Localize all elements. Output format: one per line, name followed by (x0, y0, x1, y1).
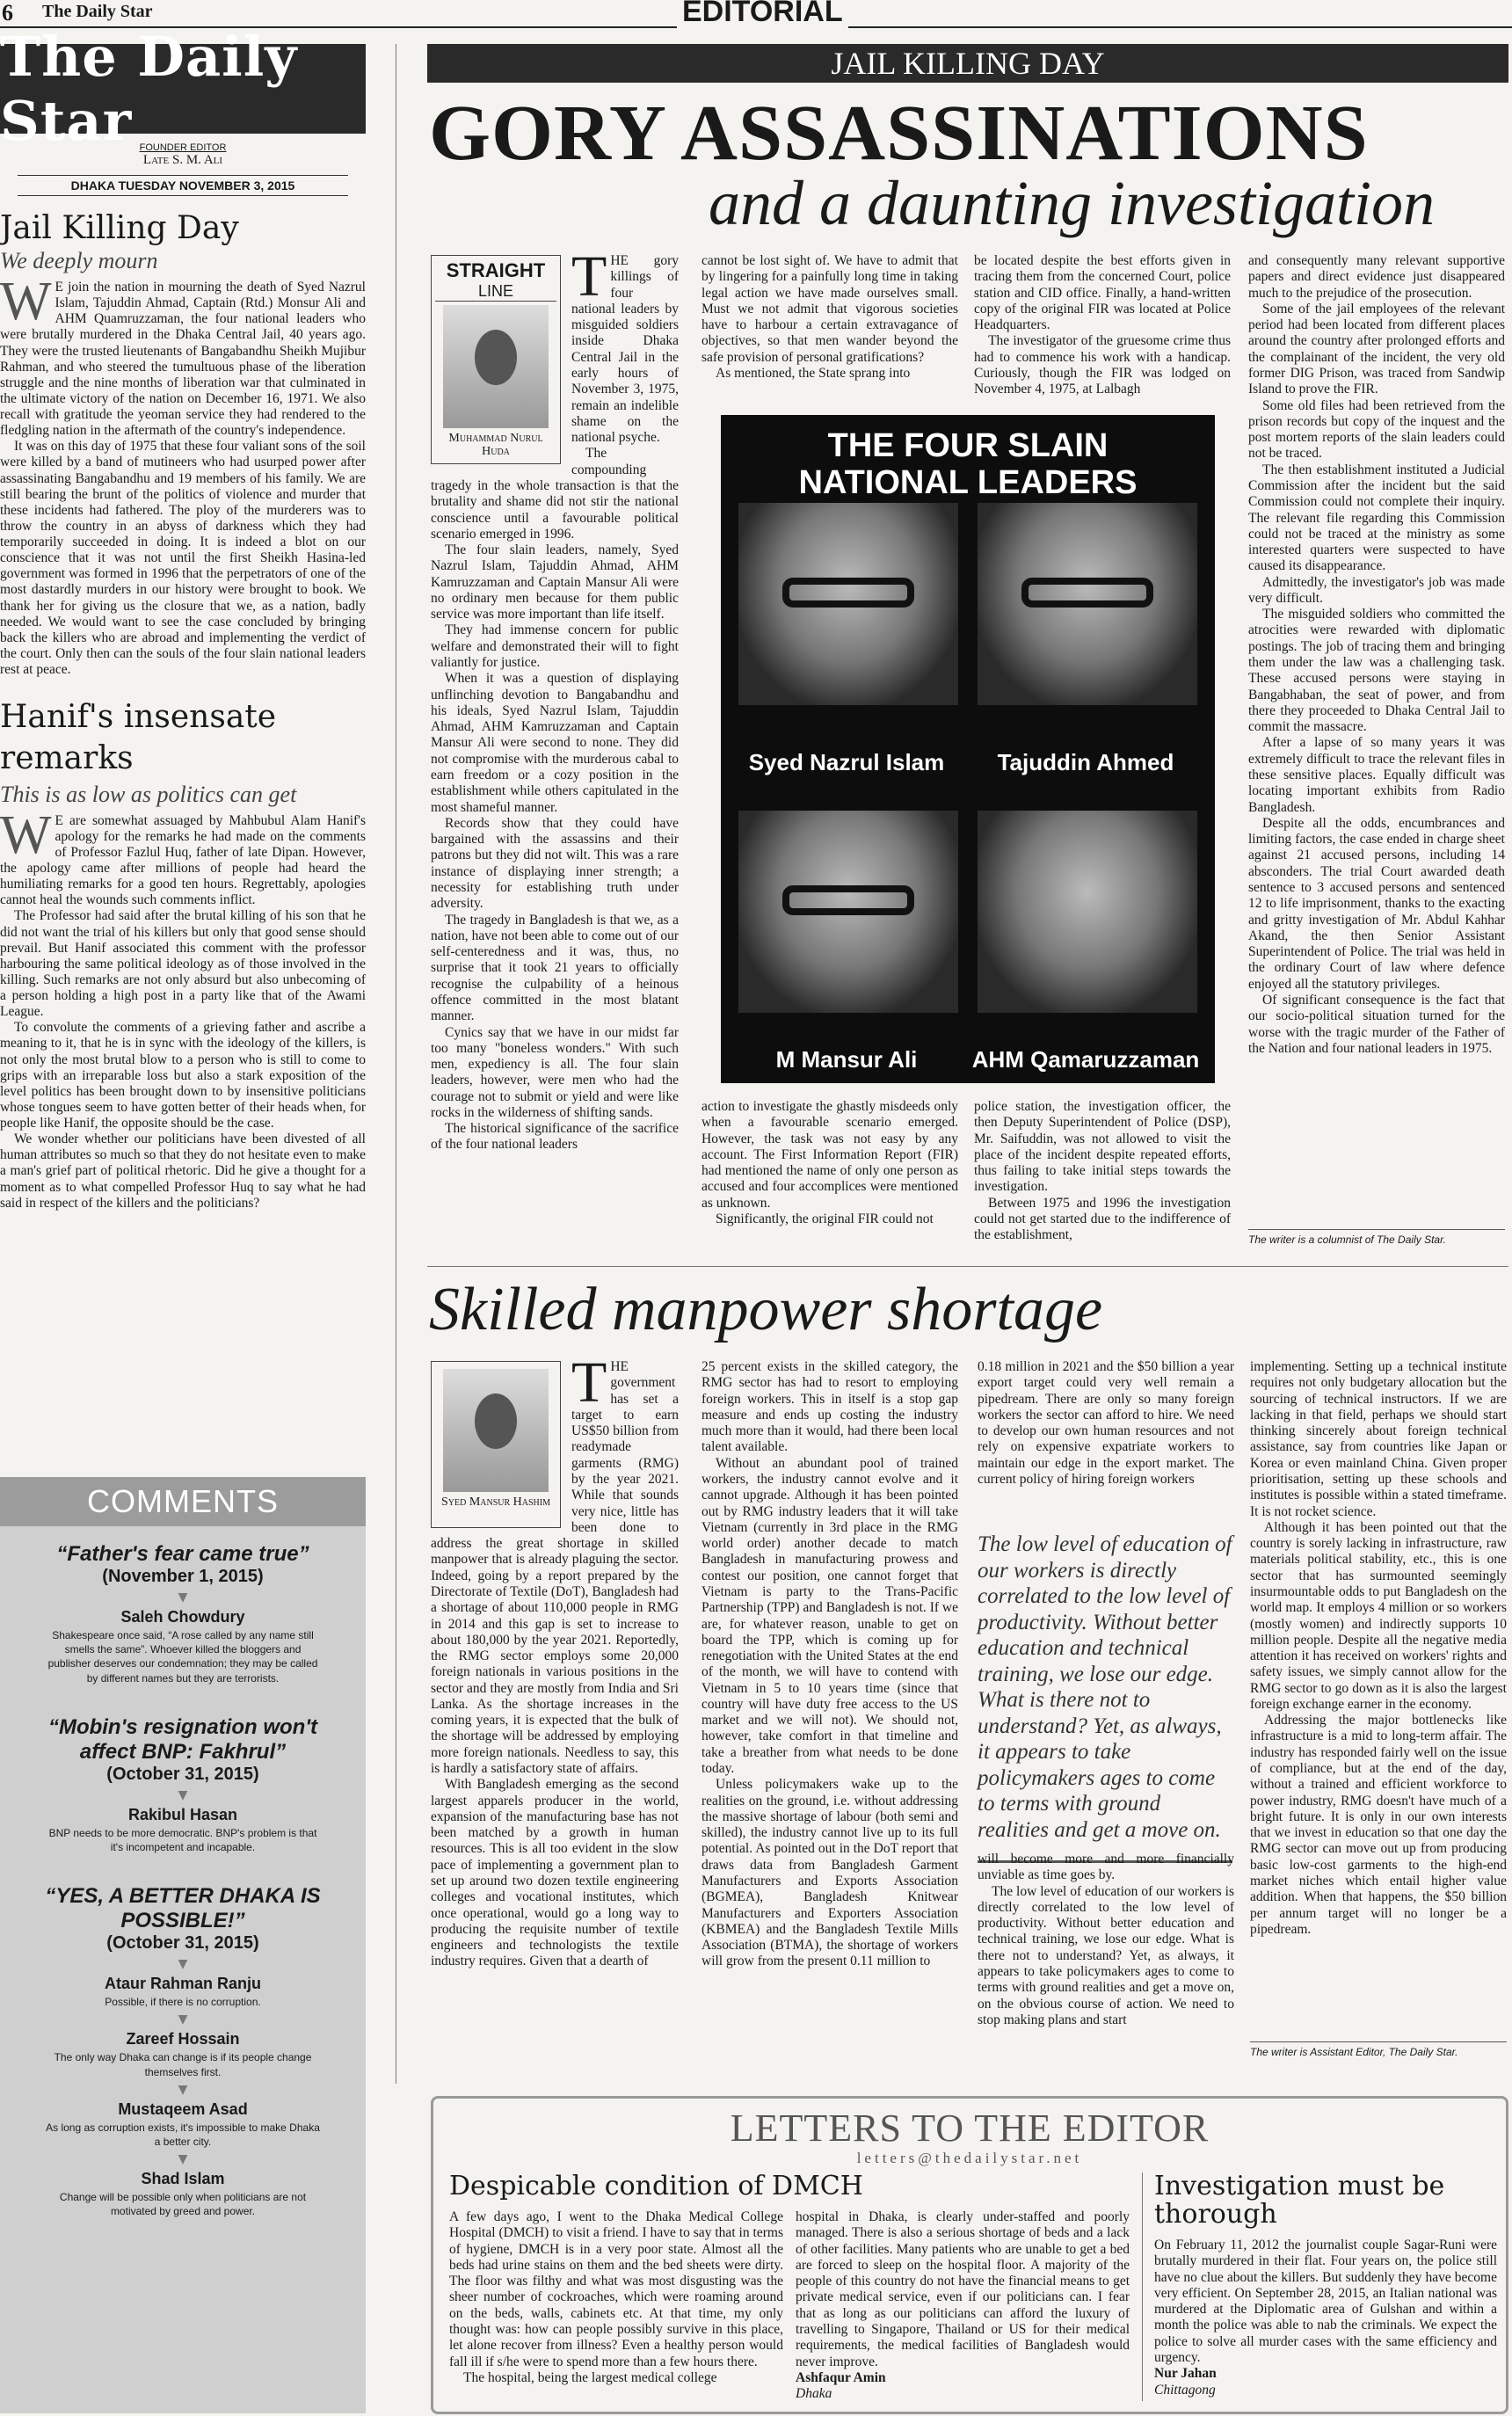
comment-quote: “Father's fear came true” (56, 1542, 309, 1566)
paragraph: After a lapse of so many years it was extremely difficult to trace the relevant files in these sensitive places. Equally difficult was locating important exhibits from Radio Bangladesh. (1248, 735, 1505, 815)
paragraph: The then establishment instituted a Judicial Commission after the incident but the said Commission could not complete their inquiry. The relevant file regarding this Commission could not be traced at the ministry as some interested quarters were suspected to have caused its disappearance. (1248, 462, 1505, 574)
comment-text: The only way Dhaka can change is if its people change themselves first. (54, 2051, 312, 2078)
letter-place: Chittagong (1154, 2382, 1216, 2398)
founder-name: Late S. M. Ali (142, 153, 223, 167)
editorial2-subhead: This is as low as politics can get (0, 781, 297, 807)
photo-caption: AHM Qamaruzzaman (971, 1046, 1200, 1073)
commenter-name: Saleh Chowdury (120, 1608, 245, 1626)
photo-caption: M Mansur Ali (775, 1046, 918, 1073)
paragraph: Some of the jail employees of the relevant period had been located from different places around the country after prolonged efforts and the complainant of the incident, the very old former DIG Prison, was traced from Sandwip Island to prove the FIR. (1248, 301, 1505, 397)
paragraph: The four slain leaders, namely, Syed Nazrul Islam, Tajuddin Ahmad, AHM Kamruzzaman and Captain Mansur Ali were no ordinary men because for them public service was more important than life itself. (431, 542, 679, 622)
article1-col2-top (701, 253, 958, 403)
comment-quote: “YES, A BETTER DHAKA IS POSSIBLE!” (45, 1884, 321, 1933)
section-title: EDITORIAL (677, 0, 848, 29)
paragraph: Unless policymakers wake up to the realities on the ground, i.e. without addressing the massive shortage of labour (both semi and skilled), the industry cannot live up to its full potential. As pointed out in the DoT report that draws data from Bangladesh Garment Manufacturers and Exports Association (BGMEA), Bangladesh Knitwear Manufacturers and Exporters Association (KBMEA) and the Bangladesh Textile Mills Association (BTMA), the shortage of workers will grow from the present 0.11 million to (701, 1777, 958, 1969)
article1-col3-top (974, 253, 1231, 403)
paragraph: 0.18 million in 2021 and the $50 billion a year export target could very well remain a pipedream. There are only so many foreign workers the sector can afford to hire. We need to develop our own human resources and not rely on expensive expatriate workers to maintain our edge in the export market. The current policy of hiring foreign workers (978, 1359, 1234, 1487)
paragraph: The investigator of the gruesome crime thus had to commence his work with a handicap. Curiously, though the FIR was lodged on November 4, 1975, at Lalbagh (974, 333, 1231, 397)
glasses-icon (1021, 578, 1153, 608)
comment-quote: “Mobin's resignation won't affect BNP: Fakhrul” (47, 1714, 318, 1764)
byline-spacer (431, 1359, 571, 1535)
dropcap: W (0, 272, 52, 331)
commenter-name: Zareef Hossain (126, 2030, 240, 2049)
article2-col1 (431, 1359, 679, 2063)
chevron-down-icon: ▼ (178, 2152, 188, 2167)
portrait (978, 811, 1197, 1013)
masthead-logo: The Daily Star (0, 44, 366, 134)
letter1-col2 (796, 2209, 1130, 2402)
paragraph: The historical significance of the sacrifice of the four national leaders (431, 1121, 679, 1153)
portrait (738, 503, 958, 705)
glasses-icon (782, 885, 914, 915)
letters-title: LETTERS TO THE EDITOR (730, 2107, 1210, 2150)
leaders-photo (721, 415, 1215, 1083)
column-subtitle: LINE (435, 282, 556, 302)
chevron-down-icon: ▼ (178, 1787, 188, 1802)
portrait (738, 811, 958, 1013)
commenter-name: Mustaqeem Asad (118, 2099, 248, 2118)
letter-signature: Ashfaqur Amin (796, 2369, 886, 2385)
comment-text: Shakespeare once said, “A rose called by any name still smells the same”. Whoever killed the bloggers and publisher deserves our condemnation; they may be called by different names but they are terrorists. (47, 1629, 318, 1685)
divider (1142, 2172, 1143, 2401)
paragraph: E are somewhat assuaged by Mahbubul Alam Hanif's apology for the remarks he had made on the comments of Professor Fazlul Huq, father of late Dipan. However, the apology came after millions of people had heard the humiliating remarks for a good ten hours. Regrettably, apologies cannot heal the wounds such comments inflict. (0, 812, 366, 908)
article1-subhead: and a daunting investigation (709, 168, 1435, 238)
article2-col3-top (978, 1359, 1234, 1517)
letter1-col1 (449, 2209, 783, 2386)
photo-title-line1: THE FOUR SLAIN (827, 427, 1109, 464)
paragraph: When it was a question of displaying unflinching devotion to Bangabandhu and his ideals, Syed Nazrul Islam, Tajuddin Ahmad, AHM Kamruzzaman and Captain Mansur Ali were second to none. They did not compromise with the murderous cabal to earn freedom or a cozy position in the establishment while others capitulated in the most shameful manner. (431, 671, 679, 815)
comment-date: (November 1, 2015) (102, 1567, 264, 1586)
article1-col3-bottom (974, 1099, 1231, 1250)
paragraph: Some old files had been retrieved from the prison records but copy of the inquest and the post mortem reports of the slain leaders could not be traced. (1248, 397, 1505, 462)
paragraph: will become more and more financially unviable as time goes by. (978, 1852, 1234, 1883)
photo-caption: Tajuddin Ahmed (997, 749, 1174, 775)
chevron-down-icon: ▼ (178, 2012, 188, 2027)
commenter-name: Ataur Rahman Ranju (104, 1975, 262, 1993)
paragraph: and consequently many relevant supportive papers and direct evidence just disappeared much to the prejudice of the prosecution. (1248, 253, 1505, 301)
article1-col2-bottom (701, 1099, 958, 1250)
dateline: DHAKA TUESDAY NOVEMBER 3, 2015 (18, 175, 348, 196)
comment-text: Change will be possible only when politicians are not motivated by greed and power. (59, 2191, 307, 2218)
paragraph: Between 1975 and 1996 the investigation could not get started due to the indifference of the establishment, (974, 1195, 1231, 1243)
comment-text: As long as corruption exists, it's impossible to make Dhaka a better city. (46, 2121, 320, 2148)
comment-date: (October 31, 2015) (106, 1764, 259, 1784)
paragraph: Cynics say that we have in our midst far too many "boneless wonders." With such men, expediency is all. The four slain leaders, however, were men who had the courage not to submit or yield and were like rocks in the wilderness of shifting sands. (431, 1024, 679, 1120)
byline-spacer (431, 253, 571, 469)
paragraph: Records show that they could have bargained with the assassins and their patrons but they did not wilt. This was a rare instance of displaying inner strength; a necessity for establishing truth under adversity. (431, 815, 679, 912)
glasses-icon (782, 578, 914, 608)
paragraph: To convolute the comments of a grieving father and ascribe a meaning to it, that he is in sync with the ideology of the killers, is not only the most brutal blow to a person who is still to come to grips with an irreparable loss but also a stark exposition of the level politics has been brought down to by insensitive politicians whose tongues seem to have gotten better of their heads when, for people like Hanif, the opposite should be the case. (0, 1020, 366, 1132)
paragraph: Of significant consequence is the fact that our socio-political situation turned for the worse with the tragic murder of the Father of the Nation and four national leaders in 1975. (1248, 992, 1505, 1056)
page-number: 6 (2, 0, 13, 25)
author-name: Muhammad Nurul Huda (448, 432, 543, 459)
paragraph: cannot be lost sight of. We have to admit that by lingering for a painfully long time in taking legal action we have made ourselves small. Must we not admit that vigorous societies have to harbour a certain extravagance of objectives, so that men wander beyond the safe provision of personal gratifications? (701, 253, 958, 365)
dropcap: T (571, 253, 607, 309)
editorial2-body (0, 804, 366, 1212)
article1-kicker: JAIL KILLING DAY (427, 44, 1508, 83)
chevron-down-icon: ▼ (178, 1590, 188, 1605)
paragraph: The Professor had said after the brutal killing of his son that he did not want the trial of his killers but only that good sense should prevail. But Hanif associated this comment with the professor harbouring the same political ideology as of those involved in the killing. Such remarks are not only absurd but also unbecoming of a person holding a high post in a party like that of the Awami League. (0, 908, 366, 1020)
commenter-name: Shad Islam (141, 2170, 225, 2188)
divider (427, 1266, 1508, 1267)
letters-box (431, 2096, 1508, 2414)
photo-title-line2: NATIONAL LEADERS (798, 464, 1138, 501)
paragraph: It was on this day of 1975 that these four valiant sons of the soil were killed by a band of mutineers who had usurped power after assassinating Bangabandhu and 19 members of his family. We are still bearing the brunt of the politics of violence and murder that these incidents had fathered. The ploy of the murderers was to throw the country in an abyss of darkness which they had temporarily succeeded in doing. It is indeed a blot on our conscience that it was not until the first Sheikh Hasina-led government was formed in 1996 that the perpetrators of one of the most dastardly murders in our history were brought to book. We thank her for giving us the closure that we, as a nation, badly needed. We would want to see the case concluded by bringing back the killers who are abroad and implementing the verdict of the court. Only then can the souls of the four slain national leaders rest at peace. (0, 439, 366, 677)
letter2-body (1154, 2238, 1497, 2398)
paragraph: On February 11, 2012 the journalist couple Sagar-Runi were brutally murdered in their flat. Four years on, the police still have no clue about the killers. But suddenly they have become very efficient. On September 28, 2015, an Italian national was murdered at the Diplomatic area of Gulshan and within a month the police was able to nab the criminals. We expect the police to solve all murder cases with the same efficiency and urgency. (1154, 2238, 1497, 2365)
paragraph: The low level of education of our workers is directly correlated to the low level of productivity. Without better education and technical training, we lose our edge. What is there not to understand? Yet, as always, it appears to take policymakers ages to come to terms with ground realities and get a move on, on the obvious course of action. We need to stop making plans and start (978, 1883, 1234, 2027)
comment-text: Possible, if there is no corruption. (105, 1996, 261, 2009)
paragraph: hospital in Dhaka, is clearly under-staffed and poorly managed. There is also a serious shortage of beds and a lack of other facilities. Many patients who are unable to get a bed are forced to sleep on the hospital floor. A majority of the people of this country do not have the financial means to get private medical service, even if our politicians can. I fear that as long as our politicians can afford the luxury of travelling to Singapore, Thailand or US for their medical requirements, the medical facilities of Bangladesh would never improve. (796, 2209, 1130, 2369)
editorial1-subhead: We deeply mourn (0, 248, 158, 273)
writer-note: The writer is a columnist of The Daily Star. (1248, 1229, 1505, 1246)
comment-text: BNP needs to be more democratic. BNP's problem is that it's incompetent and incapable. (48, 1826, 317, 1853)
paragraph: A few days ago, I went to the Dhaka Medical College Hospital (DMCH) to visit a friend. I have to say that in terms of hygiene, DMCH is in a very poor state. Almost all the beds had urine stains on them and the bed sheets were dirty. The floor was filthy and what was most disgusting was the sheer number of cockroaches, which were roaming around on the beds, walls, cabinets etc. At that time, my only thought was: how can people possibly survive in this place, let alone recover from illness? Even a healthy person would fall ill if s/he were to spend more than a few hours there. (449, 2209, 783, 2369)
paragraph: As mentioned, the State sprang into (716, 365, 911, 381)
comment-date: (October 31, 2015) (106, 1933, 259, 1954)
article1-col1 (431, 253, 679, 1251)
paragraph: The compounding tragedy in the whole transaction is that the brutality and shame did not stir the national conscience until a favourable political scenario emerged in 1996. (431, 446, 679, 542)
article2-col2 (701, 1359, 958, 2063)
photo-caption: Syed Nazrul Islam (748, 749, 945, 775)
paragraph: They had immense concern for public welfare and demonstrated their will to fight valiantly for justice. (431, 622, 679, 671)
article2-col4 (1250, 1359, 1507, 2036)
paragraph: Despite all the odds, encumbrances and limiting factors, the case ended in charge sheet against 21 accused persons, including 14 absconders. The trial Court awarded death sentence to 3 accused persons and sentenced 12 to life imprisonment, thanks to the exacting and gritty investigation of Mr. Abdul Kahhar Akand, the then Senior Assistant Superintendent of Police. The trial was held in the ordinary Court of law where defence enjoyed all the statutory privileges. (1248, 815, 1505, 992)
paragraph: action to investigate the ghastly misdeeds only when a favourable scenario emerged. However, the task was not easy by any account. The First Information Report (FIR) had mentioned the name of only one person as accused and four accomplices were mentioned as unknown. (701, 1099, 958, 1211)
paragraph: Admittedly, the investigator's job was made very difficult. (1248, 574, 1505, 606)
paragraph: implementing. Setting up a technical institute requires not only budgetary allocation but the sourcing of technical instructors. If we are lacking in that field, perhaps we should start thinking sincerely about foreign technical assistance, say from countries like Japan or Korea or even mainland China. Given proper prioritisation, setting up these schools and institutes is possible within a stated timeframe. It is not rocket science. (1250, 1359, 1507, 1519)
paragraph: E join the nation in mourning the death of Syed Nazrul Islam, Tajuddin Ahmad, Captain (Rtd.) Monsur Ali and AHM Quamruzzaman, the four national leaders who were brutally murdered in the Dhaka Central Jail, 40 years ago. They were the trusted lieutenants of Bangabandhu Sheikh Mujibur Rahman, and who steered the tumultuous phase of the liberation struggle and the nine months of liberation war that culminated in the ultimate victory of the nation on December 16, 1971. We also recall with gratitude the yeoman service they had rendered to the fledgling nation in the aftermath of the country's independence. (0, 280, 366, 439)
paragraph: HE government has set a target to earn US$50 billion from readymade garments (RMG) by the year 2021. While that sounds very nice, little has been done to address the great shortage in skilled manpower that is already plaguing the sector. Indeed, going by a report prepared by the Directorate of Textile (DoT), Bangladesh had a shortage of about 110,000 people in RMG in 2014 and this gap is set to increase to about 180,000 by the year 2021. Reportedly, the RMG sector employs some 20,000 foreign nationals in various positions in the sector and they are mostly from India and Sri Lanka. As the shortage increases in the coming years, it is expected that the bulk of the shortage will be addressed by employing more foreign nationals. Needless to say, this is hardly a satisfactory state of affairs. (431, 1359, 679, 1777)
paragraph: Addressing the major bottlenecks like infrastructure is a mid to long-term affair. The industry has responded fairly well on the issue of compliance, but at the end of the day, without a trained and efficient workforce to power industry, RMG doesn't have much of a bright future. It is only in our own interests that we invest in education so that one day the RMG sector can move out up from producing basic low-cost garments to the high-end market niches which entail higher value addition. When that happens, the $50 billion per annum target will no longer be a pipedream. (1250, 1713, 1507, 1937)
paper-name-small: The Daily Star (42, 2, 153, 21)
comments-panel (0, 1477, 366, 2413)
paragraph: 25 percent exists in the skilled category, the RMG sector has had to resort to employing foreign workers. This in itself is a stop gap measure and ends up costing the industry much more than it would, had there been local talent available. (701, 1359, 958, 1455)
author-name: Syed Mansur Hashim (440, 1495, 551, 1509)
editorial1-body (0, 272, 366, 678)
paragraph: Significantly, the original FIR could not (716, 1211, 934, 1226)
paragraph: With Bangladesh emerging as the second largest apparels producer in the world, expansion of the manufacturing base has not been matched by a growth in human resources. This is all too evident in the slow pace of implementing a government plan to set up around two dozen textile engineering colleges and vocational institutes, which once operational, would go a long way to producing the requisite number of textile engineers and technologists the textile industry requires. Given that a dearth of (431, 1777, 679, 1969)
founder-label: FOUNDER EDITOR (139, 142, 227, 153)
commenter-name: Rakibul Hasan (127, 1805, 238, 1823)
writer-note: The writer is Assistant Editor, The Daily Star. (1250, 2041, 1507, 2058)
letter-place: Dhaka (796, 2386, 832, 2402)
paragraph: The hospital, being the largest medical college (463, 2369, 717, 2385)
paragraph: The tragedy in Bangladesh is that we, as a nation, have not been able to come out of our self-centeredness and it was, thus, no surprise that it took 21 years to officially recognise the culpability of a heinous offence committed in the most blatant manner. (431, 912, 679, 1024)
editorial2-headline: Hanif's insensate remarks (0, 699, 277, 776)
comments-title: COMMENTS (0, 1477, 366, 1526)
letters-email[interactable]: letters@thedailystar.net (856, 2150, 1083, 2166)
paragraph: be located despite the best efforts given in tracing them from the concerned Court, police station and CID office. Finally, a hand-written copy of the original FIR was located at Police Headquarters. (974, 253, 1231, 333)
article1-headline: GORY ASSASSINATIONS (429, 90, 1369, 177)
paragraph: We wonder whether our politicians have been divested of all human attributes so much so that they do not hesitate even to make a man's grief part of political rhetoric. Did he give a thought for a moment as to what compelled Professor Huq to say what he had said in respect of the killers and the politicians? (0, 1132, 366, 1211)
paragraph: HE gory killings of four national leaders by misguided soldiers inside Dhaka Central Jail in the early hours of November 3, 1975, remain an indelible shame on the national psyche. (571, 253, 679, 446)
pull-quote: The low level of education of our workers is directly correlated to the low level of productivity. Without better education and technical training, we lose our edge. What is there not to understand? Yet, as always, it appears to take policymakers ages to come to terms with ground realities and get a move on. (978, 1532, 1232, 1863)
paragraph: The misguided soldiers who committed the atrocities were rewarded with diplomatic postings. The job of tracing them and bringing them under the law was a challenging task. These accused persons were staying in Bangabhaban, the seat of power, and from there they proceeded to Dhaka Central Jail to commit the massacre. (1248, 607, 1505, 735)
chevron-down-icon: ▼ (178, 1957, 188, 1972)
letter-signature: Nur Jahan (1154, 2366, 1217, 2382)
paragraph: Although it has been pointed out that the country is sorely lacking in infrastructure, raw materials political stability, etc., this is one sector that has surmounted seemingly insurmountable odds to put Bangladesh on the world map. It employs 4 million or so workers (mostly women) and indirectly supports 10 million people. Despite all the negative media attention it has received on workers' rights and safety issues, we simply cannot allow for the RMG sector to go down as it is also the largest foreign exchange earner in the economy. (1250, 1519, 1507, 1712)
article2-headline: Skilled manpower shortage (429, 1276, 1103, 1343)
editorial1-headline: Jail Killing Day (0, 210, 239, 246)
portrait (978, 503, 1197, 705)
paragraph: Without an abundant pool of trained workers, the industry cannot evolve and it cannot upgrade. Although it has been pointed out by RMG industry leaders that it will take Vietnam (currently in 3rd place in the RMG world order) another decade to match Bangladesh in manufacturing prowess and contest our position, one cannot forget that Vietnam is party to the Trans-Pacific Partnership (TPP) and Bangladesh is not. If we are, for whatever reason, unable to get on board the TPP, which is coming up for renegotiation with the United States at the end of the month, we will have to contend with Vietnam in 5 to 10 years time (since that country will have duty free access to the US market and we will not). We should not, however, take comfort in that timeline and take a breather from what needs to be done today. (701, 1455, 958, 1777)
letter2-headline: Investigation must be thorough (1154, 2171, 1445, 2230)
dropcap: W (0, 804, 52, 865)
dropcap: T (571, 1359, 607, 1415)
chevron-down-icon: ▼ (178, 2082, 188, 2097)
article1-col4 (1248, 253, 1505, 1220)
paragraph: police station, the investigation officer, the then Deputy Superintendent of Police (DSP), Mr. Saifuddin, was not allowed to visit the place of the incident despite repeated efforts, thus failing to take initial steps towards the investigation. (974, 1099, 1231, 1195)
letter1-headline: Despicable condition of DMCH (449, 2171, 863, 2201)
article2-col3-bottom (978, 1852, 1234, 2063)
column-title: STRAIGHT (446, 259, 546, 281)
